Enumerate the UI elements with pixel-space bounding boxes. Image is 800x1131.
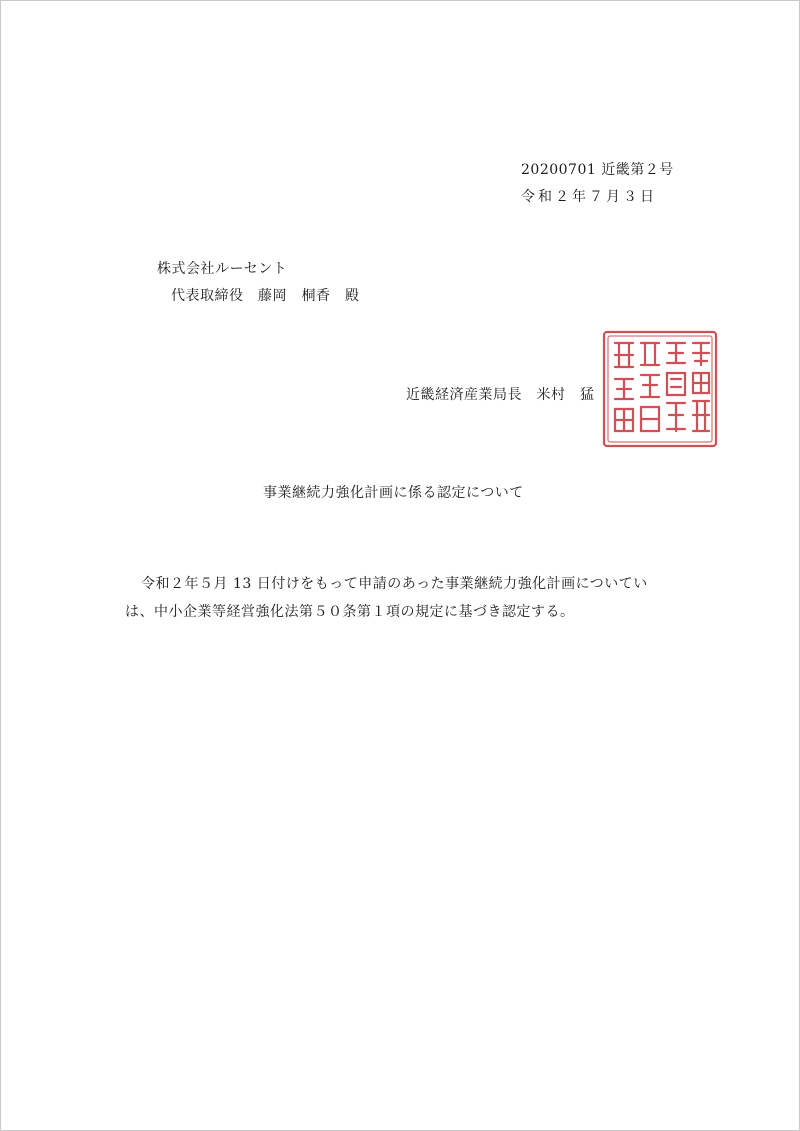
document-subject: 事業継続力強化計画に係る認定について [263,485,524,501]
official-seal [601,329,719,449]
document-date: 令和２年７月３日 [521,189,657,205]
body-paragraph-line: 令和２年５月 13 日付けをもって申請のあった事業継続力強化計画についてい [141,576,648,592]
addressee-representative: 代表取締役 藤岡 桐香 殿 [171,288,360,304]
addressee-company: 株式会社ルーセント [157,261,288,277]
body-paragraph-line: は、中小企業等経営強化法第５０条第１項の規定に基づき認定する。 [125,604,575,620]
document-number: 20200701 近畿第２号 [521,162,674,178]
issuer-name: 近畿経済産業局長 米村 猛 [406,387,595,403]
